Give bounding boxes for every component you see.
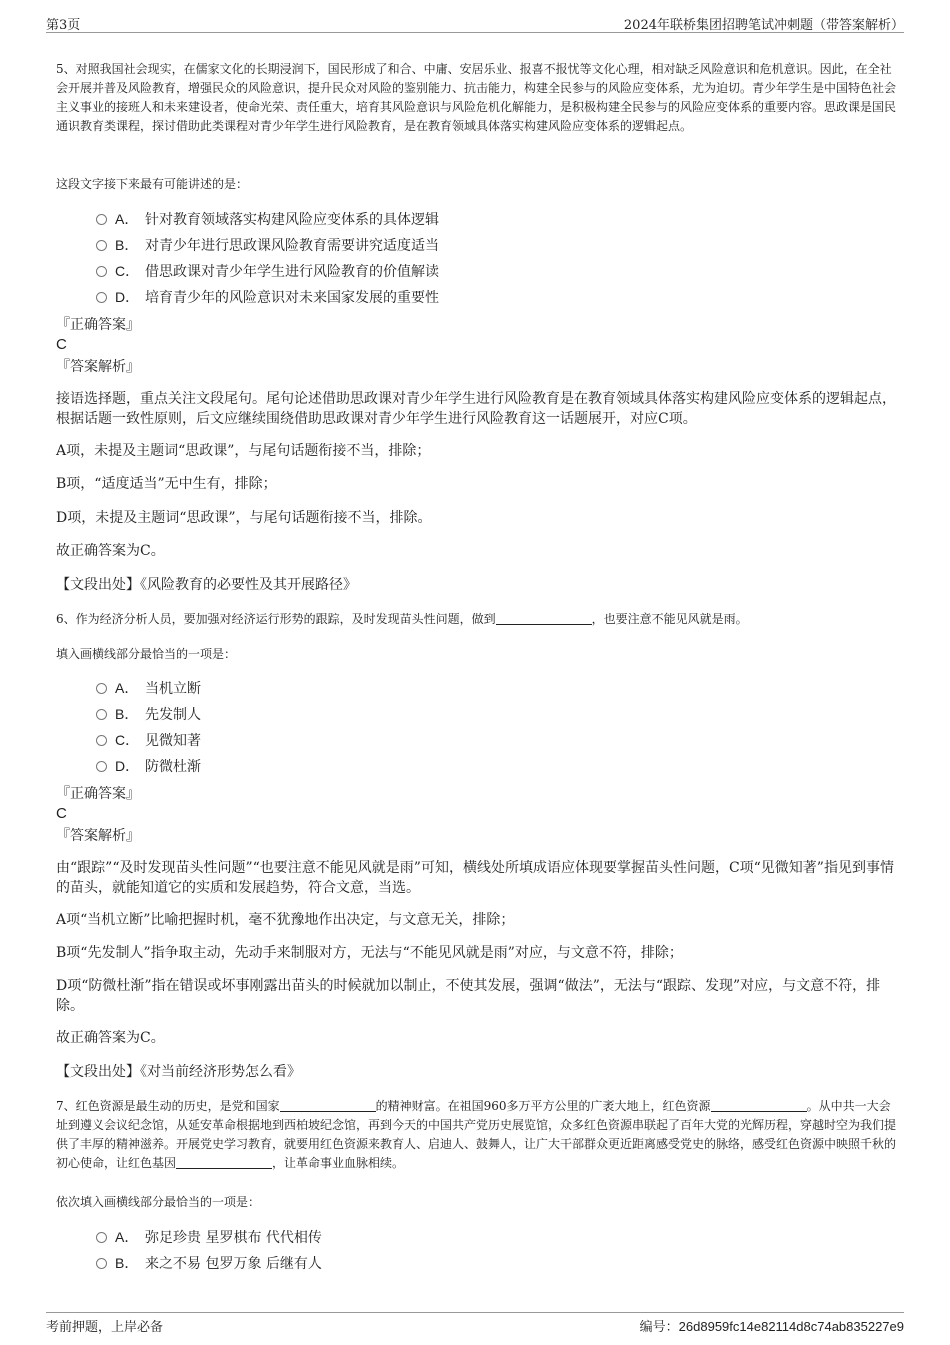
option-text: 来之不易 包罗万象 后继有人	[145, 1256, 322, 1272]
q6-answer-label: 『正确答案』	[56, 786, 140, 802]
option-key: C．	[115, 732, 140, 748]
radio-icon[interactable]	[96, 735, 107, 746]
question-5	[56, 60, 896, 136]
q6-analysis-5-wrap	[56, 1028, 896, 1048]
q5-analysis-1-wrap	[56, 389, 896, 429]
footer-slogan: 考前押题，上岸必备	[46, 1320, 164, 1335]
q6-prompt: 填入画横线部分最恰当的一项是：	[56, 647, 237, 661]
q5-analysis-3-wrap	[56, 474, 896, 494]
q6-source-wrap	[56, 1062, 896, 1082]
q7-stem-part-4: ，让革命事业血脉相续。	[272, 1156, 405, 1170]
q5-analysis-4: D项，未提及主题词“思政课”，与尾句话题衔接不当，排除。	[56, 510, 432, 526]
option-text: 当机立断	[145, 681, 201, 697]
q6-analysis-label: 『答案解析』	[56, 828, 140, 844]
option-key: B．	[115, 1255, 139, 1271]
option-key: B．	[115, 706, 139, 722]
q5-analysis-3: B项，“适度适当”无中生有，排除；	[56, 476, 277, 492]
page-footer	[46, 1312, 904, 1333]
q5-option-a[interactable]	[96, 208, 439, 230]
option-text: 针对教育领域落实构建风险应变体系的具体逻辑	[145, 212, 439, 228]
radio-icon[interactable]	[96, 266, 107, 277]
option-key: C．	[115, 263, 140, 279]
radio-icon[interactable]	[96, 1232, 107, 1243]
option-text: 培育青少年的风险意识对未来国家发展的重要性	[145, 290, 439, 306]
q5-option-d[interactable]	[96, 286, 439, 308]
q5-analysis-1: 接语选择题，重点关注文段尾句。尾句论述借助思政课对青少年学生进行风险教育是在教育领域具体落实构建风险应变体系的逻辑起点，根据话题一致性原则，后文应继续围绕借助思政课对青少年学生进行风险教育这一话题展开，对应C项。	[56, 391, 896, 427]
page-header	[46, 12, 904, 33]
q6-answer: C	[56, 805, 67, 822]
q5-source: 【文段出处】《风险教育的必要性及其开展路径》	[56, 577, 357, 593]
q5-analysis-5: 故正确答案为C。	[56, 543, 165, 559]
q6-analysis-3-wrap	[56, 943, 896, 963]
q5-option-c[interactable]	[96, 260, 439, 282]
q5-source-wrap	[56, 575, 896, 595]
radio-icon[interactable]	[96, 1258, 107, 1269]
q7-stem	[56, 1097, 896, 1173]
q6-analysis-2-wrap	[56, 910, 896, 930]
question-7	[56, 1097, 896, 1173]
q6-source: 【文段出处】《对当前经济形势怎么看》	[56, 1064, 301, 1080]
q5-analysis-4-wrap	[56, 508, 896, 528]
footer-code-value: 26d8959fc14e82114d8c74ab835227e9	[678, 1319, 904, 1334]
q5-analysis-2-wrap	[56, 441, 896, 461]
question-6	[56, 610, 896, 629]
q7-prompt: 依次填入画横线部分最恰当的一项是：	[56, 1195, 261, 1209]
q6-analysis-1: 由“跟踪”“及时发现苗头性问题”“也要注意不能见风就是雨”可知，横线处所填成语应体现要掌握苗头性问题，C项“见微知著”指见到事情的苗头，就能知道它的实质和发展趋势，符合文意，当选。	[56, 860, 894, 896]
q6-stem-part-1: 6、作为经济分析人员，要加强对经济运行形势的跟踪，及时发现苗头性问题，做到	[56, 612, 496, 626]
footer-code	[640, 1316, 904, 1335]
footer-code-label: 编号：	[639, 1320, 679, 1335]
document-title: 2024年联桥集团招聘笔试冲刺题（带答案解析）	[623, 18, 904, 33]
q6-stem-part-2: ，也要注意不能见风就是雨。	[591, 612, 748, 626]
q5-answer-label: 『正确答案』	[56, 317, 140, 333]
q6-option-a[interactable]	[96, 677, 201, 699]
radio-icon[interactable]	[96, 292, 107, 303]
q5-answer-block	[56, 315, 896, 377]
q6-analysis-2: A项“当机立断”比喻把握时机，毫不犹豫地作出决定，与文意无关，排除；	[56, 912, 515, 928]
radio-icon[interactable]	[96, 683, 107, 694]
option-key: D．	[115, 289, 140, 305]
q6-blank	[496, 612, 592, 625]
q7-blank-2	[711, 1099, 807, 1112]
q6-analysis-5: 故正确答案为C。	[56, 1030, 165, 1046]
q7-option-b[interactable]	[96, 1252, 322, 1274]
q5-prompt-wrap	[56, 175, 896, 194]
option-text: 弥足珍贵 星罗棋布 代代相传	[145, 1230, 322, 1246]
q5-analysis-5-wrap	[56, 541, 896, 561]
q7-stem-part-2: 的精神财富。在祖国960多万平方公里的广袤大地上，红色资源	[375, 1099, 711, 1113]
q5-option-b[interactable]	[96, 234, 439, 256]
q5-prompt: 这段文字接下来最有可能讲述的是：	[56, 177, 249, 191]
q6-option-c[interactable]	[96, 729, 201, 751]
option-key: A．	[115, 680, 139, 696]
radio-icon[interactable]	[96, 709, 107, 720]
q7-stem-part-3: 。从中共一大会址到遵义会议纪念馆，从延安革命根据地到西柏坡纪念馆，再到今天的中国共产党历史展览馆，众多红色资源串联起了百年大党的光辉历程，穿越时空为我们提供了丰厚的精神滋养。开展党史学习教育，就要用红色资源来教育人、启迪人、鼓舞人，让广大干部群众更近距离感受党史的脉络，感受红色资源中映照千秋的初心使命，让红色基因	[56, 1099, 897, 1170]
radio-icon[interactable]	[96, 240, 107, 251]
q7-option-a[interactable]	[96, 1226, 322, 1248]
q6-option-d[interactable]	[96, 755, 201, 777]
option-text: 借思政课对青少年学生进行风险教育的价值解读	[145, 264, 439, 280]
q7-blank-1	[280, 1099, 376, 1112]
option-text: 先发制人	[145, 707, 201, 723]
option-key: B．	[115, 237, 139, 253]
q6-analysis-3: B项“先发制人”指争取主动，先动手来制服对方，无法与“不能见风就是雨”对应，与文意不符，排除；	[56, 945, 683, 961]
q5-answer: C	[56, 336, 67, 353]
page-number: 第3页	[46, 18, 81, 33]
option-key: D．	[115, 758, 140, 774]
option-key: A．	[115, 211, 139, 227]
radio-icon[interactable]	[96, 214, 107, 225]
option-text: 对青少年进行思政课风险教育需要讲究适度适当	[145, 238, 439, 254]
q5-stem: 5、对照我国社会现实，在儒家文化的长期浸润下，国民形成了和合、中庸、安居乐业、报喜不报忧等文化心理，相对缺乏风险意识和危机意识。因此，在全社会开展并普及风险教育，增强民众的风险意识，提升民众对风险的鉴别能力、抗击能力，构建全民参与的风险应变体系，尤为迫切。青少年学生是中国特色社会主义事业的接班人和未来建设者，使命光荣、责任重大，培育其风险意识与风险危机化解能力，是积极构建全民参与的风险应变体系的重要内容。思政课是国民通识教育类课程，探讨借助此类课程对青少年学生进行风险教育，是在教育领域具体落实构建风险应变体系的逻辑起点。	[56, 62, 897, 133]
radio-icon[interactable]	[96, 761, 107, 772]
q6-option-b[interactable]	[96, 703, 201, 725]
q5-analysis-label: 『答案解析』	[56, 359, 140, 375]
q6-prompt-wrap	[56, 645, 896, 664]
q6-analysis-4: D项“防微杜渐”指在错误或坏事刚露出苗头的时候就加以制止，不使其发展，强调“做法”，无法与“跟踪、发现”对应，与文意不符，排除。	[56, 978, 881, 1014]
q6-answer-block	[56, 784, 896, 846]
option-text: 防微杜渐	[145, 759, 201, 775]
q6-analysis-1-wrap	[56, 858, 896, 898]
q7-stem-part-1: 7、红色资源是最生动的历史，是党和国家	[56, 1099, 280, 1113]
q6-analysis-4-wrap	[56, 976, 896, 1016]
q6-stem	[56, 610, 896, 629]
option-key: A．	[115, 1229, 139, 1245]
q5-analysis-2: A项，未提及主题词“思政课”，与尾句话题衔接不当，排除；	[56, 443, 431, 459]
option-text: 见微知著	[145, 733, 201, 749]
q7-blank-3	[176, 1156, 272, 1169]
q7-prompt-wrap	[56, 1193, 896, 1212]
